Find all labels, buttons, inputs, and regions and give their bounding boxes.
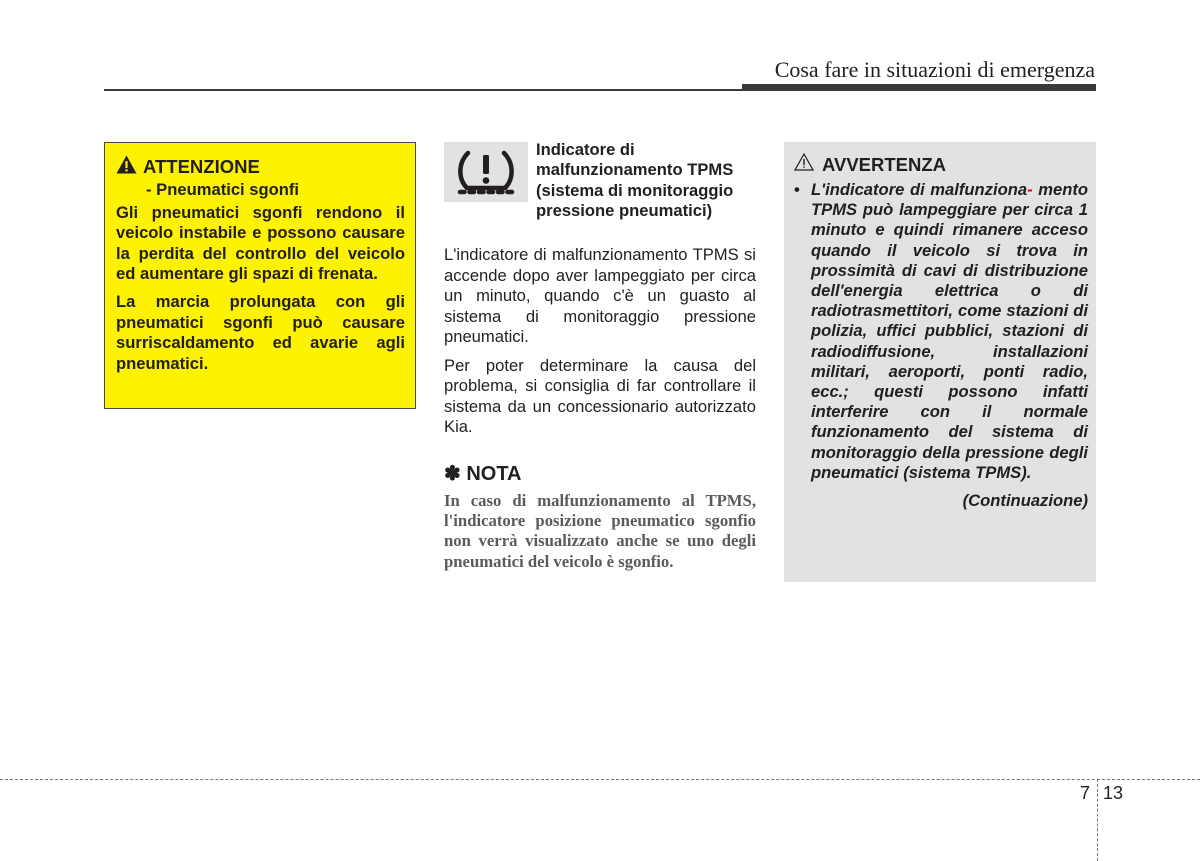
hyphen: - (1027, 180, 1033, 199)
caution-box (104, 142, 416, 409)
tpms-warning-icon (455, 145, 517, 200)
caution-paragraph: La marcia prolungata con gli pneumatici sgonfi può causare surriscaldamento ed avarie agli pneumatici. (116, 292, 405, 373)
warning-box (784, 142, 1096, 582)
nota-title: ✽ NOTA (444, 463, 522, 485)
chapter-number: 7 (1080, 783, 1091, 803)
page-number: 13 (1103, 783, 1124, 803)
page-header-title: Cosa fare in situazioni di emergenza (774, 57, 1095, 82)
body-paragraph: Per poter determinare la causa del problema, si consiglia di far controllare il sistema da un concessionario autorizzato Kia. (444, 355, 756, 436)
warning-text-rest: mento TPMS può lampeggiare per circa 1 minuto e quindi rimanere acceso quando il veicolo si trova in prossimità di cavi di distribuzione dell'energia elettrica o di radiotrasmettitori, come stazioni di polizia, uffici pubblici, stazioni di radiodiffusione, installazioni militari, aeroporti, ponti radio, ecc.; questi possono infatti interferire con il normale funzionamento del sistema di monitoraggio della pressione degli pneumatici (sistema TPMS). (811, 180, 1088, 482)
header-rule-accent (742, 84, 1096, 91)
nota-text: In caso di malfunzionamento al TPMS, l'indicatore posizione pneumatico sgonfio non verrà visualizzato anche se uno degli pneumatici del veicolo è sgonfio. (444, 491, 756, 571)
caution-title: ATTENZIONE (143, 156, 260, 177)
warning-item (794, 180, 1088, 483)
indicator-description (444, 245, 756, 446)
caution-paragraph: Gli pneumatici sgonfi rendono il veicolo instabile e possono causare la perdita del controllo del veicolo ed aumentare gli spazi di frenata. (116, 202, 405, 284)
caution-header (116, 155, 405, 179)
continuation-label: (Continuazione) (962, 491, 1088, 511)
warning-title: AVVERTENZA (822, 153, 947, 175)
caution-subtitle: - Pneumatici sgonfi (146, 180, 300, 200)
body-paragraph: L'indicatore di malfunzionamento TPMS si accende dopo aver lampeggiato per circa un minuto, quando c'è un guasto al sistema di monitoraggio pressione pneumatici. (444, 245, 756, 346)
bullet: • (794, 180, 800, 199)
indicator-title: Indicatore di malfunzionamento TPMS (sistema di monitoraggio pressione pneumatici) (536, 140, 734, 220)
tpms-icon-box (444, 142, 528, 202)
warning-triangle-icon (116, 155, 143, 179)
footer-dashed-line (0, 779, 1200, 780)
warning-text-start: L'indicatore di malfunziona (811, 180, 1028, 199)
footer-vertical-divider (1097, 779, 1098, 861)
warning-outline-icon (794, 153, 822, 176)
warning-header (794, 153, 1088, 176)
